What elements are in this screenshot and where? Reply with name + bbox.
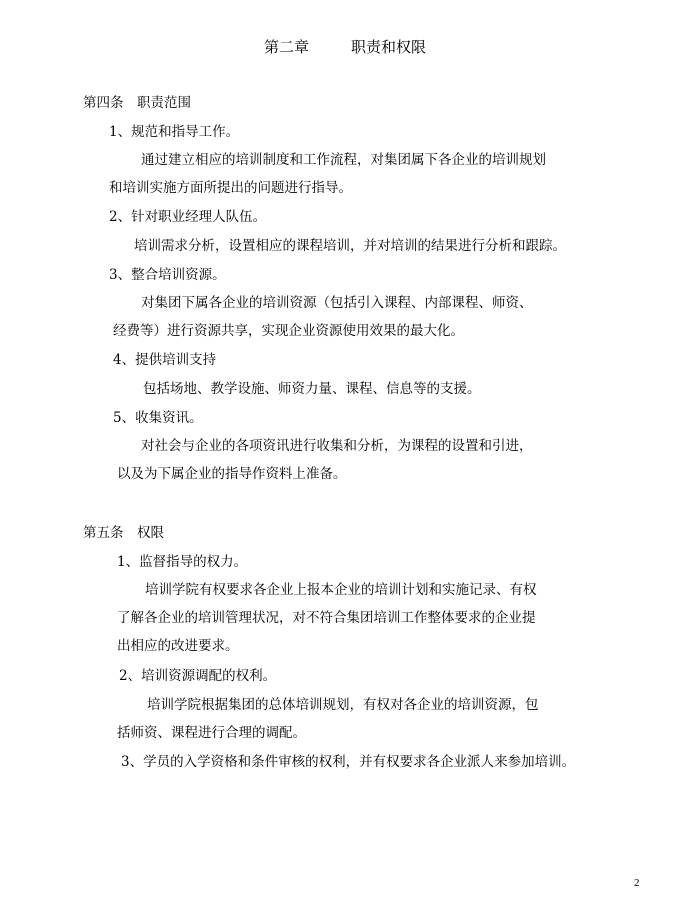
article-4-item-3-label: 3、整合培训资源。 [109, 267, 226, 283]
article-4-item-2-label: 2、针对职业经理人队伍。 [109, 209, 267, 225]
chapter-number: 第二章 [264, 38, 310, 56]
article-4-item-5-text: 以及为下属企业的指导作资料上准备。 [117, 466, 347, 482]
article-4-item-5-text: 对社会与企业的各项资讯进行收集和分析，为课程的设置和引进， [141, 438, 533, 454]
article-5-item-1-text: 了解各企业的培训管理状况，对不符合集团培训工作整体要求的企业提 [117, 610, 536, 626]
article-4-item-3-text: 对集团下属各企业的培训资源（包括引入课程、内部课程、师资、 [141, 295, 533, 311]
article-4-item-3-text: 经费等）进行资源共享，实现企业资源使用效果的最大化。 [113, 323, 464, 339]
chapter-heading [264, 37, 426, 57]
article-4-item-4-label: 4、提供培训支持 [113, 352, 217, 368]
page-number: 2 [634, 877, 640, 889]
article-4-item-2-text: 培训需求分析，设置相应的课程培训，并对培训的结果进行分析和跟踪。 [134, 238, 566, 254]
article-4-item-1-text: 通过建立相应的培训制度和工作流程，对集团属下各企业的培训规划 [141, 152, 546, 168]
article-4-item-1-label: 1、规范和指导工作。 [109, 124, 240, 140]
article-5-item-3-label: 3、学员的入学资格和条件审核的权利，并有权要求各企业派人来参加培训。 [121, 754, 576, 770]
article-4-item-5-label: 5、收集资讯。 [113, 410, 203, 426]
article-5-item-1-text: 培训学院有权要求各企业上报本企业的培训计划和实施记录、有权 [145, 582, 537, 598]
article-4-item-1-text: 和培训实施方面所提出的问题进行指导。 [109, 180, 352, 196]
article-5-item-2-label: 2、培训资源调配的权利。 [119, 668, 277, 684]
chapter-title: 职责和权限 [351, 38, 427, 56]
article-5-item-2-text: 括师资、课程进行合理的调配。 [117, 725, 306, 741]
article-5-item-2-text: 培训学院根据集团的总体培训规划，有权对各企业的培训资源，包 [147, 697, 539, 713]
article-4-heading: 第四条 职责范围 [83, 95, 191, 111]
article-5-item-1-label: 1、监督指导的权力。 [117, 554, 248, 570]
article-4-item-4-text: 包括场地、教学设施、师资力量、课程、信息等的支援。 [143, 381, 481, 397]
article-5-heading: 第五条 权限 [83, 525, 164, 541]
article-5-item-1-text: 出相应的改进要求。 [117, 638, 239, 654]
